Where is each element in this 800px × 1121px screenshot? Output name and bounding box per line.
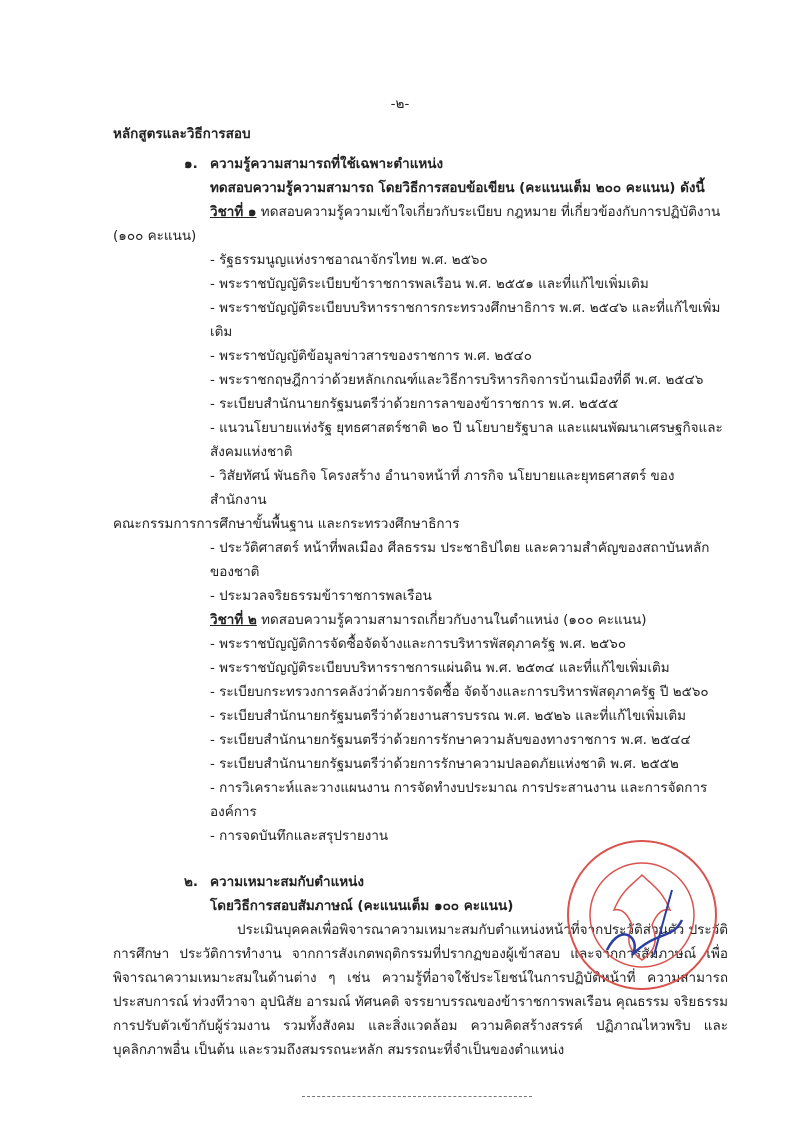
page-number: -๒- (390, 96, 410, 112)
subject1-line (113, 200, 728, 224)
subject2-item: - ระเบียบกระทรวงการคลังว่าด้วยการจัดซื้อ จัดจ้างและการบริหารพัสดุภาครัฐ ปี ๒๕๖๐ (210, 684, 709, 700)
subject1-item: - พระราชบัญญัติข้อมูลข่าวสารของราชการ พ.ศ. ๒๕๔๐ (210, 348, 533, 364)
section1-header (113, 152, 728, 176)
section2-number: ๒. (184, 874, 199, 890)
paragraph-line: เพื่อพิจารณาความเหมาะสมในด้านต่าง ๆ เช่น ความรู้ที่อาจใช้ประโยชน์ในการปฏิบัติหน้าที่ ความสามารถ (113, 946, 729, 986)
subject1-item: - พระราชกฤษฎีกาว่าด้วยหลักเกณฑ์และวิธีการบริหารกิจการบ้านเมืองที่ดี พ.ศ. ๒๕๔๖ (210, 372, 704, 388)
subject1-item: - ประวัติศาสตร์ หน้าที่พลเมือง ศีลธรรม ประชาธิปไตย และความสำคัญของสถาบันหลักของชาติ (210, 540, 710, 580)
subject1-item: - ระเบียบสำนักนายกรัฐมนตรีว่าด้วยการลาของข้าราชการ พ.ศ. ๒๕๕๕ (210, 396, 619, 412)
paragraph-line: ประเมินบุคคลเพื่อพิจารณาความเหมาะสมกับตำแหน่งหน้าที่จากประวัติส่วนตัว ประวัติ (237, 922, 728, 938)
subject2-line (113, 608, 728, 632)
paragraph-line: การศึกษา ประวัติการทำงาน จากการสังเกตพฤติกรรมที่ปรากฏของผู้เข้าสอบ และจากการสัมภาษณ์ (113, 946, 697, 962)
signature-line (302, 1096, 532, 1097)
subject1-item: - พระราชบัญญัติระเบียบข้าราชการพลเรือน พ.ศ. ๒๕๕๑ และที่แก้ไขเพิ่มเติม (210, 276, 649, 292)
subject2-item: - พระราชบัญญัติการจัดซื้อจัดจ้างและการบริหารพัสดุภาครัฐ พ.ศ. ๒๕๖๐ (210, 636, 627, 652)
subject1-score: (๑๐๐ คะแนน) (113, 228, 197, 244)
subject1-item: - พระราชบัญญัติระเบียบบริหารราชการกระทรวงศึกษาธิการ พ.ศ. ๒๕๔๖ และที่แก้ไขเพิ่มเติม (210, 300, 721, 340)
subject2-item: - ระเบียบสำนักนายกรัฐมนตรีว่าด้วยงานสารบรรณ พ.ศ. ๒๕๒๖ และที่แก้ไขเพิ่มเติม (210, 708, 686, 724)
page-heading: หลักสูตรและวิธีการสอบ (113, 126, 251, 142)
subject2-desc: ทดสอบความรู้ความสามารถเกี่ยวกับงานในตำแหน่ง (๑๐๐ คะแนน) (261, 612, 647, 628)
section1-subtitle: ทดสอบความรู้ความสามารถ โดยวิธีการสอบข้อเขียน (คะแนนเต็ม ๒๐๐ คะแนน) ดังนี้ (210, 180, 705, 196)
subject2-item: - ระเบียบสำนักนายกรัฐมนตรีว่าด้วยการรักษาความปลอดภัยแห่งชาติ พ.ศ. ๒๕๕๒ (210, 756, 679, 772)
subject2-item: - พระราชบัญญัติระเบียบบริหารราชการแผ่นดิน พ.ศ. ๒๕๓๔ และที่แก้ไขเพิ่มเติม (210, 660, 670, 676)
subject2-item: - การจดบันทึกและสรุปรายงาน (210, 828, 389, 844)
section1-title: ความรู้ความสามารถที่ใช้เฉพาะตำแหน่ง (210, 156, 444, 172)
section2-title: ความเหมาะสมกับตำแหน่ง (210, 874, 364, 890)
paragraph-line: การปรับตัวเข้ากับผู้ร่วมงาน รวมทั้งสังคม และสิ่งแวดล้อม ความคิดสร้างสรรค์ ปฏิภาณไหวพริบ (113, 1018, 691, 1034)
paragraph-line: และบุคลิกภาพอื่น เป็นต้น และรวมถึงสมรรถนะหลัก สมรรถนะที่จำเป็นของตำแหน่ง (113, 1018, 729, 1058)
subject1-item: - ประมวลจริยธรรมข้าราชการพลเรือน (210, 588, 432, 604)
subject2-item: - ระเบียบสำนักนายกรัฐมนตรีว่าด้วยการรักษาความลับของทางราชการ พ.ศ. ๒๕๔๔ (210, 732, 691, 748)
subject2-item: - การวิเคราะห์และวางแผนงาน การจัดทำงบประมาณ การประสานงาน และการจัดการองค์การ (210, 780, 708, 820)
official-seal-stamp (562, 830, 722, 1000)
subject2-label: วิชาที่ ๒ (210, 612, 257, 628)
subject2-items (113, 632, 728, 848)
section2-subtitle: โดยวิธีการสอบสัมภาษณ์ (คะแนนเต็ม ๑๐๐ คะแนน) (210, 898, 514, 914)
paragraph-line: ประสบการณ์ ท่วงทีวาจา อุปนิสัย อารมณ์ ทัศนคติ จรรยาบรรณของข้าราชการพลเรือน คุณธรรม จริยธรรม (113, 994, 728, 1010)
subject1-items (113, 248, 728, 608)
subject1-desc: ทดสอบความรู้ความเข้าใจเกี่ยวกับระเบียบ กฎหมาย ที่เกี่ยวข้องกับการปฏิบัติงาน (260, 204, 721, 220)
subject1-item: - วิสัยทัศน์ พันธกิจ โครงสร้าง อำนาจหน้าที่ ภารกิจ นโยบายและยุทธศาสตร์ ของสำนักงาน (210, 468, 675, 508)
subject1-label: วิชาที่ ๑ (210, 204, 257, 220)
subject1-item: คณะกรรมการการศึกษาขั้นพื้นฐาน และกระทรวงศึกษาธิการ (113, 516, 460, 532)
subject1-item: - รัฐธรรมนูญแห่งราชอาณาจักรไทย พ.ศ. ๒๕๖๐ (210, 252, 488, 268)
subject1-item: - แนวนโยบายแห่งรัฐ ยุทธศาสตร์ชาติ ๒๐ ปี นโยบายรัฐบาล และแผนพัฒนาเศรษฐกิจและสังคมแห่งชาติ (210, 420, 723, 460)
section1-number: ๑. (184, 156, 198, 172)
